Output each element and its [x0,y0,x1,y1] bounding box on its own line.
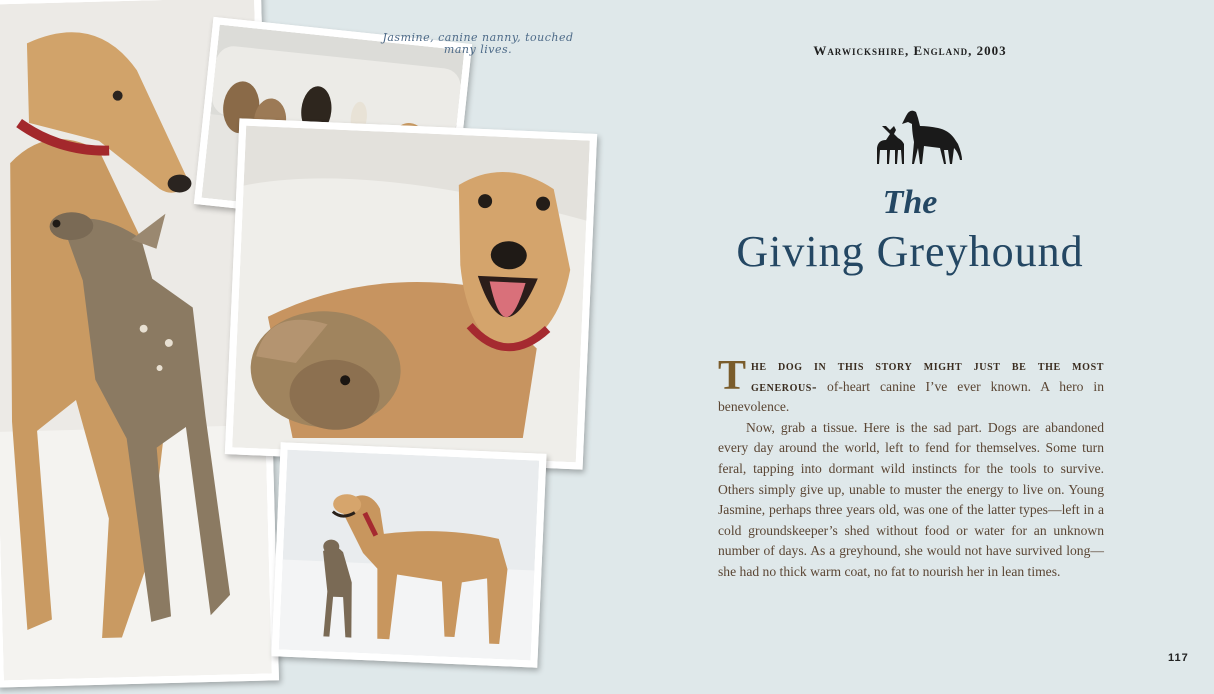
photo-caption: Jasmine, canine nanny, touched many lives. [382,31,574,56]
first-paragraph [718,353,1104,418]
title-the: The [882,184,938,221]
first-paragraph-rest: of-heart canine I’ve ever known. A hero in benevolence. [718,378,1104,415]
page-number: 117 [1168,652,1189,664]
lead-in: he dog in this story might just be the most generous- [751,358,1104,394]
location-header: Warwickshire, England, 2003 [813,43,1007,58]
dropcap: T [718,353,747,399]
second-paragraph: Now, grab a tissue. Here is the sad part. Dogs are abandoned every day around the world, left to fend for themselves. Some turn feral, tapping into dormant wild instincts for the tools to survive. Others simply give up, unable to muster the energy to live on. Young Jasmine, perhaps three years old, was one of the latter types—left in a cold groundskeeper’s shed without food or water for an unknown number of days. As a greyhound, she would not have survived long—she had no thick warm coat, no fat to nourish her in lean times. [718,419,1104,579]
story-body [718,353,1104,583]
page-title: Giving Greyhound [736,227,1084,276]
photo-greyhound-and-fawn-standing [271,442,546,667]
photo-greyhound-with-rabbit [225,118,597,469]
fawn-and-greyhound-silhouette-icon [868,104,964,170]
